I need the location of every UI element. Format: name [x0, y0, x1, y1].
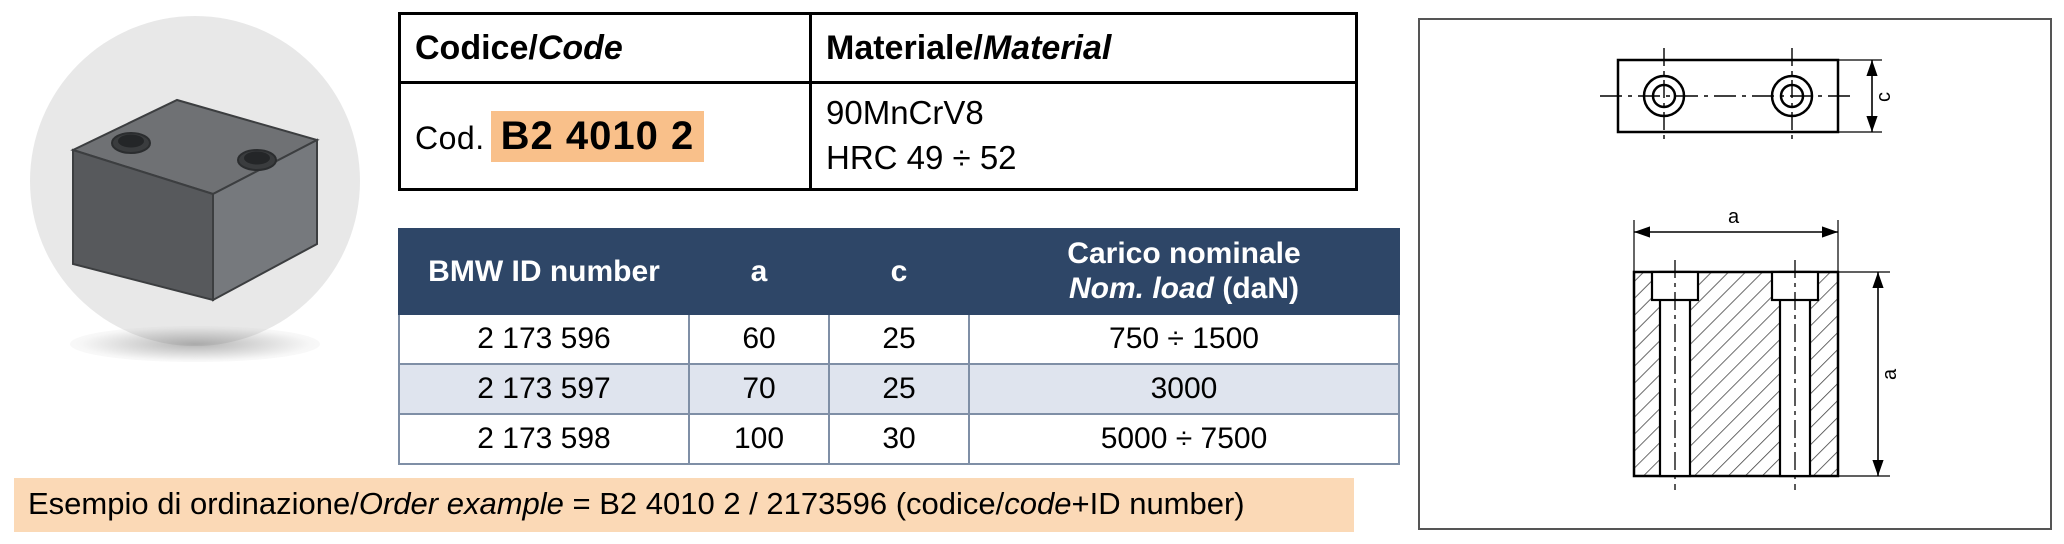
column-header-a: a	[689, 229, 829, 314]
code-material-table	[398, 12, 1358, 191]
code-prefix-label: Cod.	[415, 119, 485, 156]
dimension-label-a-top: a	[1728, 206, 1740, 228]
cell-code-value	[400, 83, 811, 190]
cell-material-value	[811, 83, 1357, 190]
product-block-illustration	[65, 88, 325, 318]
material-grade: 90MnCrV8	[826, 94, 984, 132]
code-value-highlight: B2 4010 2	[491, 111, 705, 162]
material-hardness: HRC 49 ÷ 52	[826, 139, 1017, 176]
cell-bmw-id: 2 173 597	[399, 364, 689, 414]
table-row	[399, 314, 1399, 364]
technical-drawing-panel	[1418, 18, 2052, 530]
header-material-it: Materiale/	[826, 29, 983, 67]
table-row	[400, 83, 1357, 190]
cell-load: 5000 ÷ 7500	[969, 414, 1399, 464]
cell-c: 25	[829, 364, 969, 414]
order-example-value: = B2 4010 2 / 2173596 (codice/	[563, 486, 1005, 521]
cell-a: 70	[689, 364, 829, 414]
cell-c: 25	[829, 314, 969, 364]
cell-a: 100	[689, 414, 829, 464]
dimension-label-a-side: a	[1879, 368, 1901, 380]
steel-block-svg	[65, 88, 325, 318]
column-header-nominal-load	[969, 229, 1399, 314]
header-code-en: Code	[537, 29, 623, 67]
dimension-label-c: c	[1873, 92, 1895, 102]
table-row	[399, 364, 1399, 414]
order-example-label-en: Order example	[358, 486, 564, 521]
cell-bmw-id: 2 173 596	[399, 314, 689, 364]
header-cell-material	[811, 14, 1357, 83]
column-header-load-it: Carico nominale	[1067, 237, 1301, 270]
cell-a: 60	[689, 314, 829, 364]
cell-load: 750 ÷ 1500	[969, 314, 1399, 364]
header-cell-code	[400, 14, 811, 83]
product-shadow	[70, 326, 320, 362]
order-example-label-it: Esempio di ordinazione/	[28, 486, 359, 521]
order-example-tail: +ID number)	[1071, 486, 1245, 521]
column-header-bmw-id: BMW ID number	[399, 229, 689, 314]
product-image-panel	[10, 8, 370, 388]
column-header-load-unit: (daN)	[1222, 272, 1299, 306]
header-material-en: Material	[982, 29, 1112, 67]
order-example-code-en: code	[1004, 486, 1072, 521]
cell-c: 30	[829, 414, 969, 464]
specification-table	[398, 228, 1400, 465]
technical-drawing-svg	[1420, 20, 2046, 524]
column-header-c: c	[829, 229, 969, 314]
table-row	[399, 414, 1399, 464]
column-header-load-en: Nom. load	[1068, 272, 1214, 306]
header-code-it: Codice/	[415, 29, 538, 67]
table-header-row	[399, 229, 1399, 314]
cell-bmw-id: 2 173 598	[399, 414, 689, 464]
table-row	[400, 14, 1357, 83]
cell-load: 3000	[969, 364, 1399, 414]
order-example-banner	[14, 478, 1354, 532]
